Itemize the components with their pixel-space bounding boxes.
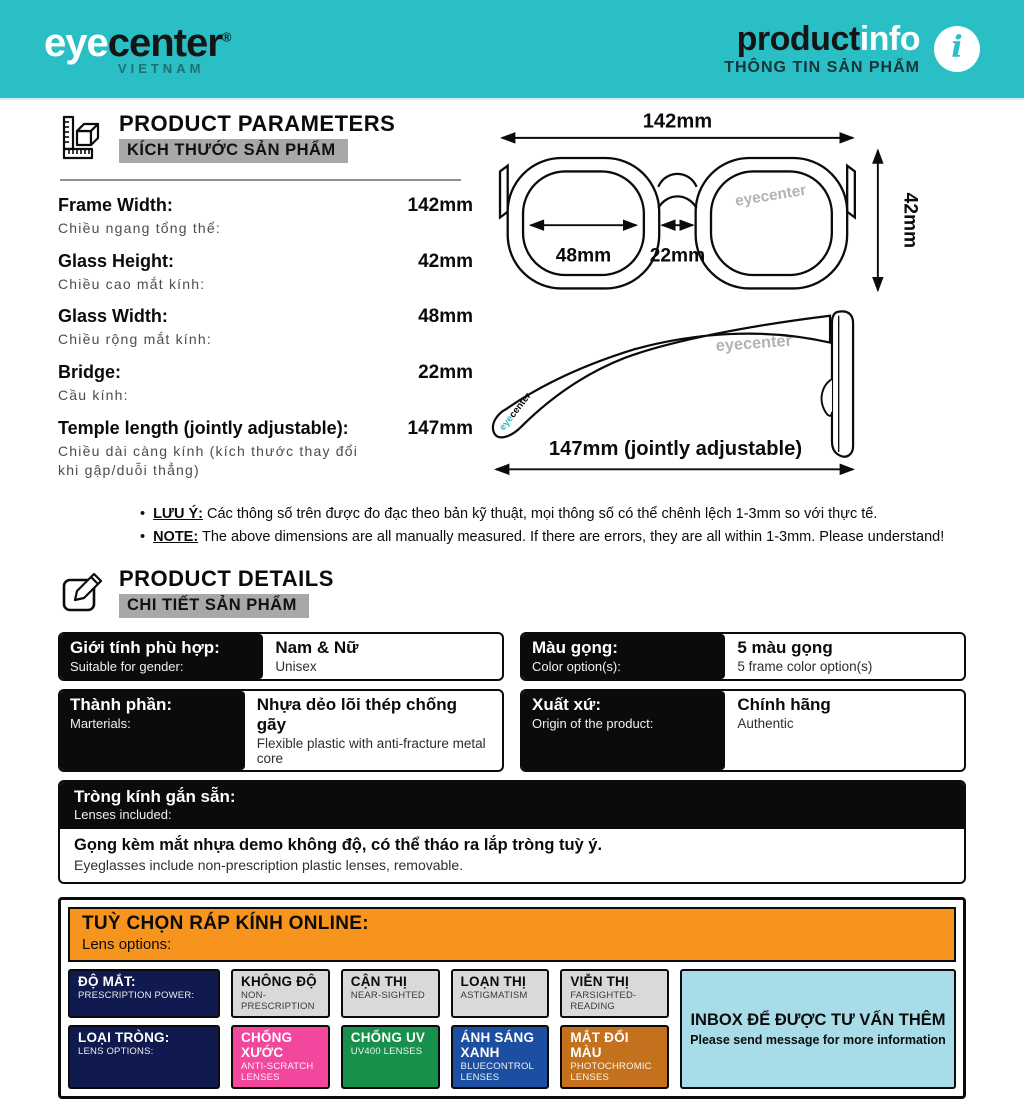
chip-sub: PHOTOCHROMIC LENSES <box>570 1061 652 1084</box>
details-section <box>58 567 966 1099</box>
registered-mark: ® <box>221 29 231 45</box>
product-info-title <box>724 19 980 77</box>
chip-sub: NON-PRESCRIPTION <box>241 990 315 1013</box>
lenses-value: Gọng kèm mắt nhựa demo không độ, có thể tháo ra lắp tròng tuỳ ý. <box>74 836 603 855</box>
divider <box>60 179 461 181</box>
chip-bluecontrol <box>451 1025 550 1089</box>
title-info: info <box>859 19 920 58</box>
notes <box>140 503 966 549</box>
lens-options-box <box>58 897 966 1099</box>
param-label: Frame Width: <box>58 195 173 216</box>
param-sub: Chiều cao mắt kính: <box>58 275 206 292</box>
front-watermark: eyecenter <box>734 181 808 210</box>
detail-value-sub: 5 frame color option(s) <box>737 659 873 675</box>
param-value: 142mm <box>407 195 473 217</box>
left-end-piece <box>500 166 508 218</box>
chip-title: CẬN THỊ <box>350 974 407 990</box>
param-value: 48mm <box>418 306 473 328</box>
lens-options-grid <box>68 969 956 1089</box>
chip-title: LOẠN THỊ <box>460 974 526 990</box>
lenses-label-sub: Lenses included: <box>74 807 172 823</box>
glasses-front-diagram <box>471 112 951 299</box>
bullet: • <box>140 505 146 522</box>
lens-options-header <box>68 907 956 962</box>
bridge-label: 22mm <box>649 245 706 267</box>
chip-prescription-power <box>68 969 220 1018</box>
lenses-value-sub: Eyeglasses include non-prescription plastic lenses, removable. <box>74 857 464 874</box>
logo-country: VIETNAM <box>117 60 205 76</box>
lens-options-title: TUỲ CHỌN RÁP KÍNH ONLINE: <box>82 913 369 935</box>
details-header <box>58 567 966 618</box>
detail-cell-material <box>58 689 504 772</box>
param-sub: Chiều ngang tổng thể: <box>58 220 221 237</box>
param-row-frame-width <box>58 195 473 239</box>
chip-sub: BLUECONTROL LENSES <box>460 1061 534 1084</box>
right-end-piece <box>847 166 855 218</box>
chip-sub: FARSIGHTED-READING <box>570 990 637 1013</box>
chip-near-sighted <box>341 969 440 1018</box>
detail-label: Thành phần: <box>70 695 172 715</box>
brand-logo <box>44 20 231 76</box>
chip-title: LOẠI TRÒNG: <box>78 1030 170 1046</box>
inbox-cta <box>680 969 956 1089</box>
bridge-arch <box>658 196 696 208</box>
detail-value: 5 màu gọng <box>737 638 833 658</box>
parameters-subtitle: KÍCH THƯỚC SẢN PHẨM <box>119 139 348 163</box>
chip-sub: PRESCRIPTION POWER: <box>78 990 195 1002</box>
note-label: NOTE: <box>153 528 199 545</box>
details-subtitle: CHI TIẾT SẢN PHẨM <box>119 594 309 618</box>
lenses-included-body <box>60 829 964 882</box>
chip-lens-options <box>68 1025 220 1089</box>
chip-non-prescription <box>231 969 330 1018</box>
lenses-included-header <box>60 782 964 829</box>
chip-sub: ANTI-SCRATCH LENSES <box>241 1061 314 1084</box>
diagram-column <box>471 112 966 493</box>
chip-title: KHÔNG ĐỘ <box>241 974 317 990</box>
param-sub: Chiều rộng mắt kính: <box>58 331 212 348</box>
chip-title: ÁNH SÁNG XANH <box>460 1030 535 1061</box>
param-value: 147mm <box>407 417 473 439</box>
chip-title: VIỄN THỊ <box>570 974 629 990</box>
param-sub: Chiều dài càng kính (kích thước thay đổi khi gập/duỗi thẳng) <box>58 442 359 479</box>
product-info-subtitle: THÔNG TIN SẢN PHẨM <box>724 58 920 76</box>
logo-eye: eye <box>44 20 108 65</box>
glasses-side-diagram <box>471 304 951 482</box>
details-title: PRODUCT DETAILS <box>119 566 334 592</box>
detail-value: Chính hãng <box>737 695 831 715</box>
chip-uv400 <box>341 1025 440 1089</box>
bullet: • <box>140 528 146 545</box>
info-icon: i <box>934 26 980 72</box>
param-row-bridge <box>58 361 473 406</box>
detail-value: Nhựa dẻo lõi thép chống gãy <box>256 695 458 735</box>
nose-pad <box>822 379 832 416</box>
note-text: Các thông số trên được đo đạc theo bản kỹ thuật, mọi thông số có thể chênh lệch 1-3mm so với thực tế. <box>207 505 878 522</box>
ruler-box-icon <box>58 114 106 162</box>
glass-width-label: 48mm <box>555 245 612 267</box>
lenses-included-box <box>58 780 966 884</box>
param-label: Temple length (jointly adjustable): <box>58 417 349 438</box>
chip-photochromic <box>560 1025 669 1089</box>
param-value: 22mm <box>418 361 473 383</box>
top-banner <box>0 0 1024 100</box>
param-label: Glass Height: <box>58 250 175 271</box>
detail-cell-origin <box>520 689 966 772</box>
brand-wordmark <box>44 20 231 65</box>
chip-title: ĐỘ MẮT: <box>78 974 136 990</box>
front-width-label: 142mm <box>642 112 713 133</box>
detail-label: Xuất xứ: <box>532 695 601 715</box>
param-row-temple-length <box>58 417 473 481</box>
param-label: Bridge: <box>58 361 121 382</box>
detail-value-sub: Authentic <box>737 716 794 732</box>
svg-text:eyecenter: eyecenter <box>497 390 534 433</box>
chip-sub: UV400 LENSES <box>350 1046 423 1058</box>
param-label: Glass Width: <box>58 306 168 327</box>
chip-sub: LENS OPTIONS: <box>78 1046 154 1058</box>
logo-center: center <box>107 20 222 65</box>
note-vi <box>140 503 966 526</box>
chip-title: CHỐNG UV <box>350 1030 426 1046</box>
glass-height-label: 42mm <box>899 192 921 249</box>
param-sub: Cầu kính: <box>58 386 129 403</box>
detail-cell-gender <box>58 632 504 681</box>
bridge-top <box>658 174 696 187</box>
chip-title: MẮT ĐỔI MÀU <box>570 1030 629 1061</box>
note-label: LƯU Ý: <box>153 505 203 522</box>
inbox-title: INBOX ĐỂ ĐƯỢC TƯ VẤN THÊM <box>690 1011 946 1030</box>
detail-label: Màu gọng: <box>532 638 618 658</box>
detail-label-sub: Origin of the product: <box>532 716 654 732</box>
temple-length-label: 147mm (jointly adjustable) <box>548 437 803 460</box>
detail-value-sub: Flexible plastic with anti-fracture metal core <box>256 736 486 767</box>
detail-value: Nam & Nữ <box>275 638 359 658</box>
detail-label-sub: Marterials: <box>70 716 131 732</box>
front-rim-side <box>832 311 853 456</box>
parameters-section <box>58 112 966 493</box>
param-row-glass-width <box>58 306 473 350</box>
side-watermark: eyecenter <box>715 331 793 356</box>
lens-options-subtitle: Lens options: <box>82 936 172 954</box>
parameters-header <box>58 112 463 163</box>
page-body <box>0 100 1024 1099</box>
parameters-title: PRODUCT PARAMETERS <box>119 111 396 136</box>
chip-farsighted <box>560 969 669 1018</box>
chip-anti-scratch <box>231 1025 330 1089</box>
details-grid <box>58 632 966 772</box>
detail-value-sub: Unisex <box>275 659 317 675</box>
lenses-label: Tròng kính gắn sẵn: <box>74 787 236 807</box>
chip-sub: NEAR-SIGHTED <box>350 990 425 1002</box>
detail-label-sub: Color option(s): <box>532 659 621 675</box>
chip-astigmatism <box>451 969 550 1018</box>
note-en <box>140 526 966 549</box>
detail-cell-color <box>520 632 966 681</box>
param-row-glass-height <box>58 250 473 295</box>
note-text: The above dimensions are all manually measured. If there are errors, they are all within 1-3mm. Please understand! <box>201 528 945 545</box>
edit-pencil-icon <box>58 569 106 617</box>
detail-label-sub: Suitable for gender: <box>70 659 184 675</box>
inbox-subtitle: Please send message for more information <box>690 1033 946 1048</box>
parameters-column <box>58 111 473 493</box>
detail-label: Giới tính phù hợp: <box>70 638 220 658</box>
chip-sub: ASTIGMATISM <box>460 990 528 1002</box>
product-info-wordmark <box>724 19 920 58</box>
title-product: product <box>736 19 860 58</box>
chip-title: CHỐNG XƯỚC <box>241 1030 293 1061</box>
param-value: 42mm <box>418 250 473 272</box>
